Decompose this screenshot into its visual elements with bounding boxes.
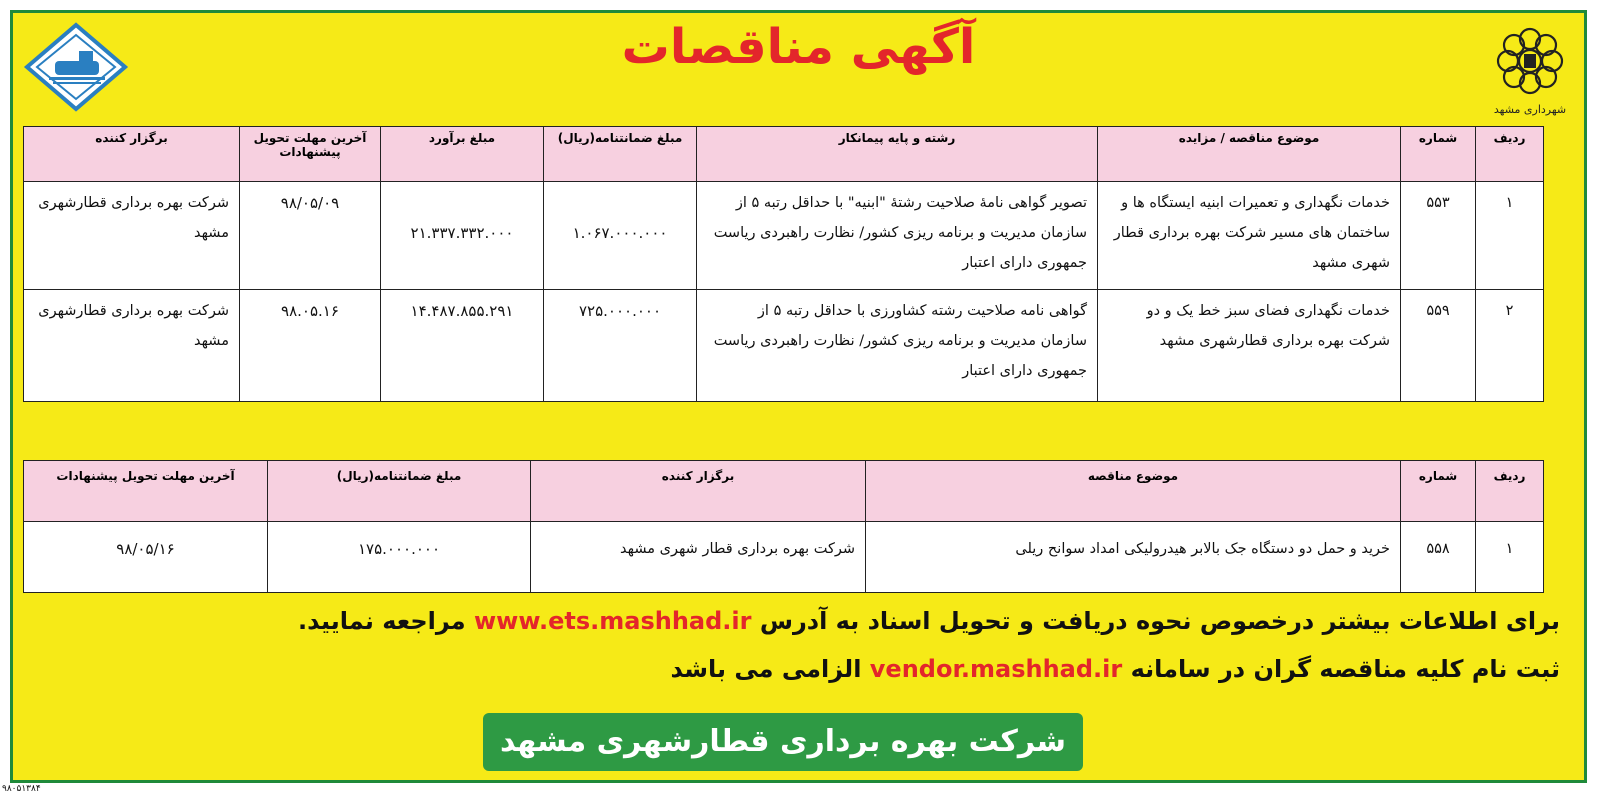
- table-row: [24, 290, 1544, 402]
- ets-website-link[interactable]: www.ets.mashhad.ir: [474, 607, 752, 635]
- tenders-table: [23, 126, 1544, 402]
- tender-number: ۵۵۳: [1401, 182, 1476, 290]
- header-number: شماره: [1401, 461, 1476, 522]
- guarantee-amount: ۱.۰۶۷.۰۰۰.۰۰۰: [544, 182, 697, 290]
- info-text-after: الزامی می باشد: [670, 655, 862, 683]
- tender-number: ۵۵۸: [1401, 522, 1476, 593]
- info-text-after: مراجعه نمایید.: [297, 607, 466, 635]
- header-row-number: ردیف: [1476, 461, 1544, 522]
- deadline: ۹۸.۰۵.۱۶: [240, 290, 381, 402]
- page-title: آگهی مناقصات: [621, 19, 976, 75]
- ad-code: ۹۸۰۵۱۳۸۴: [2, 784, 41, 794]
- table-header-row: [24, 461, 1544, 522]
- header-organizer: برگزار کننده: [24, 127, 240, 182]
- tender-number: ۵۵۹: [1401, 290, 1476, 402]
- info-line-website: [13, 607, 1560, 635]
- advertisement-frame: [10, 10, 1587, 783]
- svg-text:شهرداری مشهد: شهرداری مشهد: [1493, 103, 1567, 116]
- table-row: [24, 522, 1544, 593]
- info-text-before: ثبت نام کلیه مناقصه گران در سامانه: [1130, 655, 1560, 683]
- row-number: ۲: [1476, 290, 1544, 402]
- tender-subject: خرید و حمل دو دستگاه جک بالابر هیدرولیکی امداد سوانح ریلی: [866, 522, 1401, 593]
- organizer: شرکت بهره برداری قطار شهری مشهد: [531, 522, 866, 593]
- header-row-number: ردیف: [1476, 127, 1544, 182]
- header-organizer: برگزار کننده: [531, 461, 866, 522]
- header-number: شماره: [1401, 127, 1476, 182]
- header-deadline: آخرین مهلت تحویل پیشنهادات: [240, 127, 381, 182]
- estimated-amount: ۱۴.۴۸۷.۸۵۵.۲۹۱: [381, 290, 544, 402]
- header-subject: موضوع مناقصه: [866, 461, 1401, 522]
- table-row: [24, 182, 1544, 290]
- organizer: شرکت بهره برداری قطارشهری مشهد: [24, 290, 240, 402]
- guarantee-amount: ۱۷۵.۰۰۰.۰۰۰: [268, 522, 531, 593]
- contractor-grade: گواهی نامه صلاحیت رشته کشاورزی با حداقل رتبه ۵ از سازمان مدیریت و برنامه ریزی کشور/ نظارت راهبردی ریاست جمهوری دارای اعتبار: [697, 290, 1098, 402]
- info-text-before: برای اطلاعات بیشتر درخصوص نحوه دریافت و تحویل اسناد به آدرس: [759, 607, 1560, 635]
- header-contractor-grade: رشته و پایه پیمانکار: [697, 127, 1098, 182]
- organizer: شرکت بهره برداری قطارشهری مشهد: [24, 182, 240, 290]
- tender-subject: خدمات نگهداری فضای سبز خط یک و دو شرکت بهره برداری قطارشهری مشهد: [1098, 290, 1401, 402]
- row-number: ۱: [1476, 522, 1544, 593]
- contractor-grade: تصویر گواهی نامهٔ صلاحیت رشتهٔ "ابنیه" با حداقل رتبه ۵ از سازمان مدیریت و برنامه ریزی کشور/ نظارت راهبردی ریاست جمهوری دارای اعتبار: [697, 182, 1098, 290]
- deadline: ۹۸/۰۵/۱۶: [24, 522, 268, 593]
- header-guarantee-amount: مبلغ ضمانتنامه(ریال): [268, 461, 531, 522]
- header-estimated-amount: مبلغ برآورد: [381, 127, 544, 182]
- header-deadline: آخرین مهلت تحویل پیشنهادات: [24, 461, 268, 522]
- metro-company-logo: [21, 21, 131, 113]
- row-number: ۱: [1476, 182, 1544, 290]
- header-subject: موضوع مناقصه / مزایده: [1098, 127, 1401, 182]
- tender-purchase-table: [23, 460, 1544, 593]
- guarantee-amount: ۷۲۵.۰۰۰.۰۰۰: [544, 290, 697, 402]
- vendor-website-link[interactable]: vendor.mashhad.ir: [869, 655, 1123, 683]
- header-guarantee-amount: مبلغ ضمانتنامه(ریال): [544, 127, 697, 182]
- deadline: ۹۸/۰۵/۰۹: [240, 182, 381, 290]
- tender-subject: خدمات نگهداری و تعمیرات ابنیه ایستگاه ها و ساختمان های مسیر شرکت بهره برداری قطار شهری مشهد: [1098, 182, 1401, 290]
- company-name-banner: شرکت بهره برداری قطارشهری مشهد: [483, 713, 1083, 771]
- mashhad-municipality-logo: [1490, 21, 1570, 125]
- info-line-registration: [13, 655, 1560, 683]
- table-header-row: [24, 127, 1544, 182]
- estimated-amount: ۲۱.۳۳۷.۳۳۲.۰۰۰: [381, 182, 544, 290]
